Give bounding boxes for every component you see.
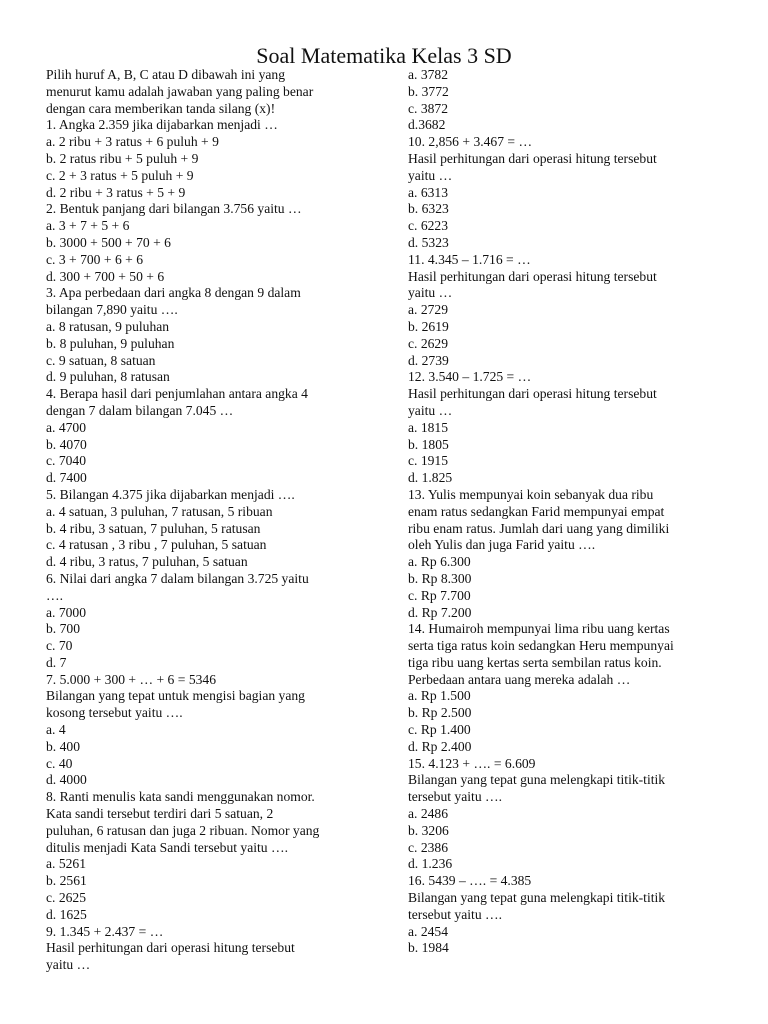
text-line: a. 3782 [408,67,449,82]
text-line: a. 2454 [408,923,449,939]
text-line: b. 6323 [408,201,449,217]
text-line: b. 2619 [408,318,449,334]
text-line: yaitu … [408,285,453,301]
text-line: yaitu … [408,402,453,418]
text-line: tiga ribu uang kertas serta sembilan ratus koin. [408,654,662,670]
text-line: a. Rp 1.500 [408,688,471,704]
text-line: 1. Angka 2.359 jika dijabarkan menjadi … [46,117,278,133]
text-line: d. 7400 [46,470,87,486]
text-line: d. 4 ribu, 3 ratus, 7 puluhan, 5 satuan [46,554,248,570]
text-line: c. 3872 [408,100,449,116]
text-line: 12. 3.540 – 1.725 = … [408,369,532,385]
right-column [408,67,758,957]
text-line: d. 7 [46,654,67,670]
text-line: 5. Bilangan 4.375 jika dijabarkan menjadi …. [46,486,295,502]
text-line: c. 2 + 3 ratus + 5 puluh + 9 [46,167,194,183]
text-line: c. 6223 [408,218,449,234]
text-line: tersebut yaitu …. [408,906,503,922]
text-line: menurut kamu adalah jawaban yang paling benar [46,83,314,99]
text-line: ditulis menjadi Kata Sandi tersebut yaitu …. [46,839,288,855]
text-line: b. 1805 [408,436,449,452]
text-line: a. 2 ribu + 3 ratus + 6 puluh + 9 [46,134,219,150]
text-line: c. 2386 [408,839,449,855]
text-line: b. 4 ribu, 3 satuan, 7 puluhan, 5 ratusan [46,520,261,536]
text-line: 8. Ranti menulis kata sandi menggunakan nomor. [46,789,315,805]
text-line: c. 3 + 700 + 6 + 6 [46,251,144,267]
text-line: a. 6313 [408,184,449,200]
text-line: 10. 2,856 + 3.467 = … [408,134,533,150]
text-line: kosong tersebut yaitu …. [46,705,183,721]
text-line: b. 3206 [408,822,449,838]
text-line: yaitu … [408,167,453,183]
text-line: a. Rp 6.300 [408,554,471,570]
text-line: c. 2625 [46,890,87,906]
text-line: d.3682 [408,117,446,133]
text-line: b. 2 ratus ribu + 5 puluh + 9 [46,150,199,166]
text-line: 2. Bentuk panjang dari bilangan 3.756 yaitu … [46,201,302,217]
text-line: c. 2629 [408,335,449,351]
text-line: 4. Berapa hasil dari penjumlahan antara angka 4 [46,386,308,402]
text-line: 14. Humairoh mempunyai lima ribu uang kertas [408,621,670,637]
left-column [46,67,396,974]
text-line: b. 8 puluhan, 9 puluhan [46,335,175,351]
text-line: b. 3000 + 500 + 70 + 6 [46,234,171,250]
text-line: serta tiga ratus koin sedangkan Heru mempunyai [408,638,674,654]
text-line: b. 1984 [408,940,449,956]
text-line: a. 2486 [408,806,449,822]
text-line: 15. 4.123 + …. = 6.609 [408,755,536,771]
text-line: a. 7000 [46,604,87,620]
text-line: c. Rp 1.400 [408,722,471,738]
text-line: b. Rp 8.300 [408,570,472,586]
text-line: d. 1625 [46,906,87,922]
text-line: …. [46,587,63,603]
text-line: c. 9 satuan, 8 satuan [46,352,156,368]
text-line: d. 5323 [408,234,449,250]
text-line: dengan 7 dalam bilangan 7.045 … [46,402,234,418]
text-line: c. 40 [46,755,73,771]
text-line: Hasil perhitungan dari operasi hitung tersebut [46,940,295,956]
text-line: 11. 4.345 – 1.716 = … [408,251,531,267]
text-line: 9. 1.345 + 2.437 = … [46,923,164,939]
text-line: a. 4 [46,722,66,738]
text-line: c. 7040 [46,453,87,469]
text-line: c. Rp 7.700 [408,587,471,603]
text-line: 7. 5.000 + 300 + … + 6 = 5346 [46,671,217,687]
text-line: d. Rp 7.200 [408,604,472,620]
text-line: Hasil perhitungan dari operasi hitung tersebut [408,150,657,166]
text-line: b. 700 [46,621,80,637]
text-line: dengan cara memberikan tanda silang (x)! [46,100,276,116]
text-line: Perbedaan antara uang mereka adalah … [408,671,631,687]
text-line: a. 3 + 7 + 5 + 6 [46,218,130,234]
text-line: a. 1815 [408,419,449,435]
text-line: a. 8 ratusan, 9 puluhan [46,318,170,334]
text-line: d. 1.825 [408,470,453,486]
text-line: d. 1.236 [408,856,453,872]
text-line: b. 3772 [408,83,449,99]
text-line: a. 4700 [46,419,87,435]
text-line: 16. 5439 – …. = 4.385 [408,873,532,889]
text-line: b. 4070 [46,436,87,452]
text-line: d. 2739 [408,352,449,368]
text-line: Kata sandi tersebut terdiri dari 5 satuan, 2 [46,806,274,822]
text-line: d. 300 + 700 + 50 + 6 [46,268,165,284]
text-line: Bilangan yang tepat untuk mengisi bagian yang [46,688,305,704]
text-line: c. 70 [46,638,73,654]
text-line: enam ratus sedangkan Farid mempunyai empat [408,503,665,519]
text-line: a. 5261 [46,856,87,872]
text-line: d. 4000 [46,772,87,788]
text-line: Hasil perhitungan dari operasi hitung tersebut [408,386,657,402]
text-line: tersebut yaitu …. [408,789,503,805]
text-line: 13. Yulis mempunyai koin sebanyak dua ribu [408,486,654,502]
text-line: b. Rp 2.500 [408,705,472,721]
text-line: bilangan 7,890 yaitu …. [46,302,178,318]
text-line: c. 4 ratusan , 3 ribu , 7 puluhan, 5 satuan [46,537,267,553]
text-line: d. 9 puluhan, 8 ratusan [46,369,170,385]
text-line: c. 1915 [408,453,449,469]
text-line: 6. Nilai dari angka 7 dalam bilangan 3.725 yaitu [46,570,309,586]
text-line: a. 4 satuan, 3 puluhan, 7 ratusan, 5 ribuan [46,503,273,519]
text-line: 3. Apa perbedaan dari angka 8 dengan 9 dalam [46,285,301,301]
text-line: d. 2 ribu + 3 ratus + 5 + 9 [46,184,186,200]
text-line: oleh Yulis dan juga Farid yaitu …. [408,537,596,553]
text-line: yaitu … [46,957,91,973]
text-line: Bilangan yang tepat guna melengkapi titik-titik [408,772,666,788]
text-line: b. 2561 [46,873,87,889]
text-line: d. Rp 2.400 [408,738,472,754]
text-line: ribu enam ratus. Jumlah dari uang yang dimiliki [408,520,670,536]
text-line: Pilih huruf A, B, C atau D dibawah ini yang [46,67,285,82]
text-line: Hasil perhitungan dari operasi hitung tersebut [408,268,657,284]
text-line: a. 2729 [408,302,449,318]
text-line: b. 400 [46,738,80,754]
text-line: puluhan, 6 ratusan dan juga 2 ribuan. Nomor yang [46,822,320,838]
text-line: Bilangan yang tepat guna melengkapi titik-titik [408,890,666,906]
page-title: Soal Matematika Kelas 3 SD [256,43,512,68]
